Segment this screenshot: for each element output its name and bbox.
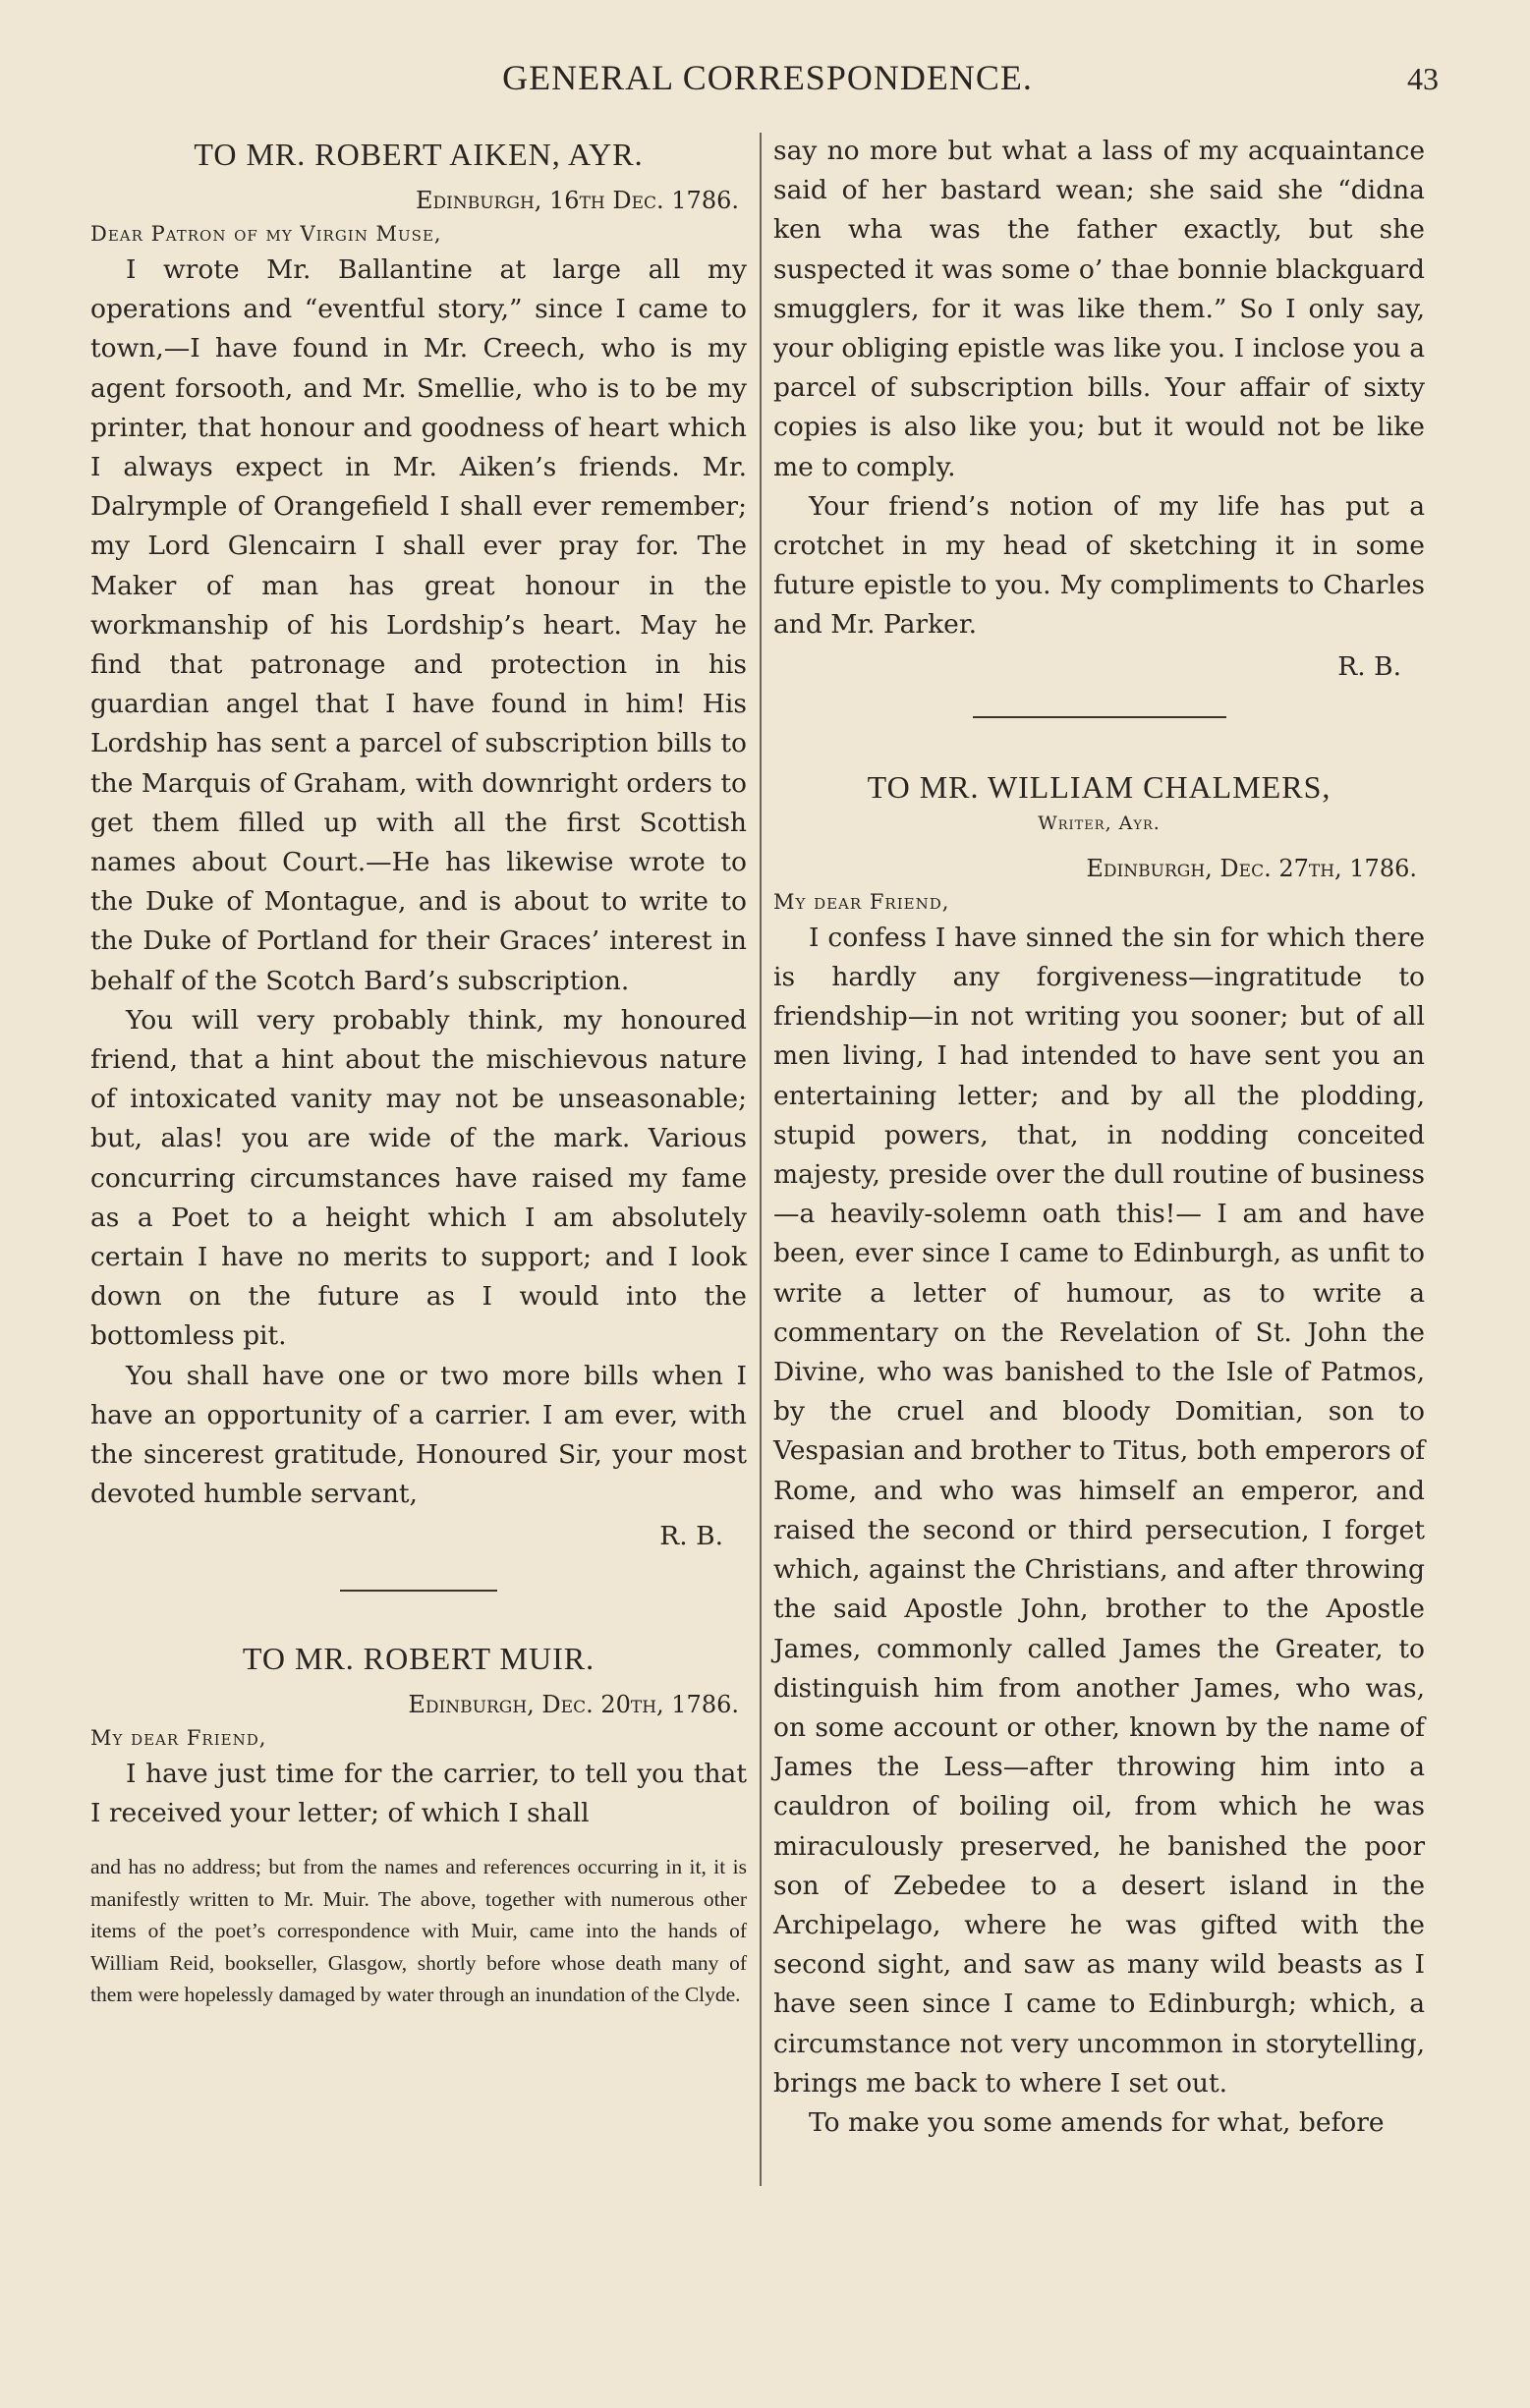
right-column	[773, 132, 1425, 2143]
letter-heading-muir: TO MR. ROBERT MUIR.	[242, 1640, 595, 1676]
salutation-chalmers: My dear Friend,	[773, 889, 950, 914]
letter-subheading-chalmers: Writer, Ayr.	[1038, 812, 1161, 834]
paragraph: To make you some amends for what, before	[809, 2106, 1385, 2138]
signature: R. B.	[1337, 650, 1401, 682]
salutation-muir: My dear Friend,	[90, 1725, 267, 1750]
paragraph: say no more but what a lass of my acquaintance said of her bastard wean; she said she “didna ken wha was the father exactly, but she suspected it was some o’ thae bonnie blackguard smugglers, for it was like them.” So I only say, your obliging epistle was like you. I inclose you a parcel of subscription bills. Your affair of sixty copies is also like you; but it would not be like me to comply.	[773, 136, 1425, 482]
dateline-aiken: Edinburgh, 16th Dec. 1786.	[416, 187, 739, 214]
paragraph: I have just time for the carrier, to tell you that I received your letter; of which I shall	[90, 1758, 747, 1828]
letter-heading-aiken: TO MR. ROBERT AIKEN, AYR.	[194, 137, 644, 172]
paragraph: I wrote Mr. Ballantine at large all my operations and “eventful story,” since I came to town,—I have found in Mr. Creech, who is my agent forsooth, and Mr. Smellie, who is to be my printer, that honour and goodness of heart which I always expect in Mr. Aiken’s friends. Mr. Dalrymple of Orangefield I shall ever remember; my Lord Glencairn I shall ever pray for. The Maker of man has great honour in the workmanship of his Lordship’s heart. May he find that patronage and protection in his guardian angel that I have found in him! His Lordship has sent a parcel of subscription bills to the Marquis of Graham, with downright orders to get them filled up with all the first Scottish names about Court.—He has likewise wrote to the Duke of Montague, and is about to write to the Duke of Portland for their Graces’ interest in behalf of the Scotch Bard’s subscription.	[90, 254, 747, 996]
letter-heading-chalmers: TO MR. WILLIAM CHALMERS,	[867, 768, 1332, 805]
page-number: 43	[1407, 61, 1439, 96]
signature: R. B.	[659, 1520, 723, 1551]
salutation-aiken: Dear Patron of my Virgin Muse,	[90, 222, 442, 246]
footnote: and has no address; but from the names and references occurring in it, it is manifestly written to Mr. Muir. The above, together with numerous other items of the poet’s correspondence with Muir, came into the hands of William Reid, bookseller, Glasgow, shortly before whose death many of them were hopelessly damaged by water through an inundation of the Clyde.	[90, 1855, 747, 2007]
running-title: GENERAL CORRESPONDENCE.	[502, 58, 1033, 97]
left-column	[90, 133, 747, 2011]
section-separator	[973, 716, 1226, 718]
dateline-muir: Edinburgh, Dec. 20th, 1786.	[408, 1690, 739, 1718]
paragraph: You will very probably think, my honoured friend, that a hint about the mischievous nature of intoxicated vanity may not be unseasonable; but, alas! you are wide of the mark. Various concurring circumstances have raised my fame as a Poet to a height which I am absolutely certain I have no merits to support; and I look down on the future as I would into the bottomless pit.	[90, 1004, 747, 1352]
paragraph: Your friend’s notion of my life has put a crotchet in my head of sketching it in some future epistle to you. My compliments to Charles and Mr. Parker.	[773, 490, 1425, 641]
paragraph: You shall have one or two more bills when I have an opportunity of a carrier. I am ever, with the sincerest gratitude, Honoured Sir, your most devoted humble servant,	[90, 1360, 747, 1510]
dateline-chalmers: Edinburgh, Dec. 27th, 1786.	[1086, 854, 1417, 882]
section-separator	[340, 1590, 497, 1592]
column-divider	[760, 133, 762, 2186]
paragraph: I confess I have sinned the sin for which there is hardly any forgiveness—ingratitude to friendship—in not writing you sooner; but of all men living, I had intended to have sent you an entertaining letter; and by all the plodding, stupid powers, that, in nodding conceited majesty, preside over the dull routine of business—a heavily-solemn oath this!— I am and have been, ever since I came to Edinburgh, as unfit to write a letter of humour, as to write a commentary on the Revelation of St. John the Divine, who was banished to the Isle of Patmos, by the cruel and bloody Domitian, son to Vespasian and brother to Titus, both emperors of Rome, and who was himself an emperor, and raised the second or third persecution, I forget which, against the Christians, and after throwing the said Apostle John, brother to the Apostle James, commonly called James the Greater, to distinguish him from another James, who was, on some account or other, known by the name of James the Less—after throwing him into a cauldron of boiling oil, from which he was miraculously preserved, he banished the poor son of Zebedee to a desert island in the Archipelago, where he was gifted with the second sight, and saw as many wild beasts as I have seen since I came to Edinburgh; which, a circumstance not very uncommon in storytelling, brings me back to where I set out.	[773, 922, 1425, 2099]
